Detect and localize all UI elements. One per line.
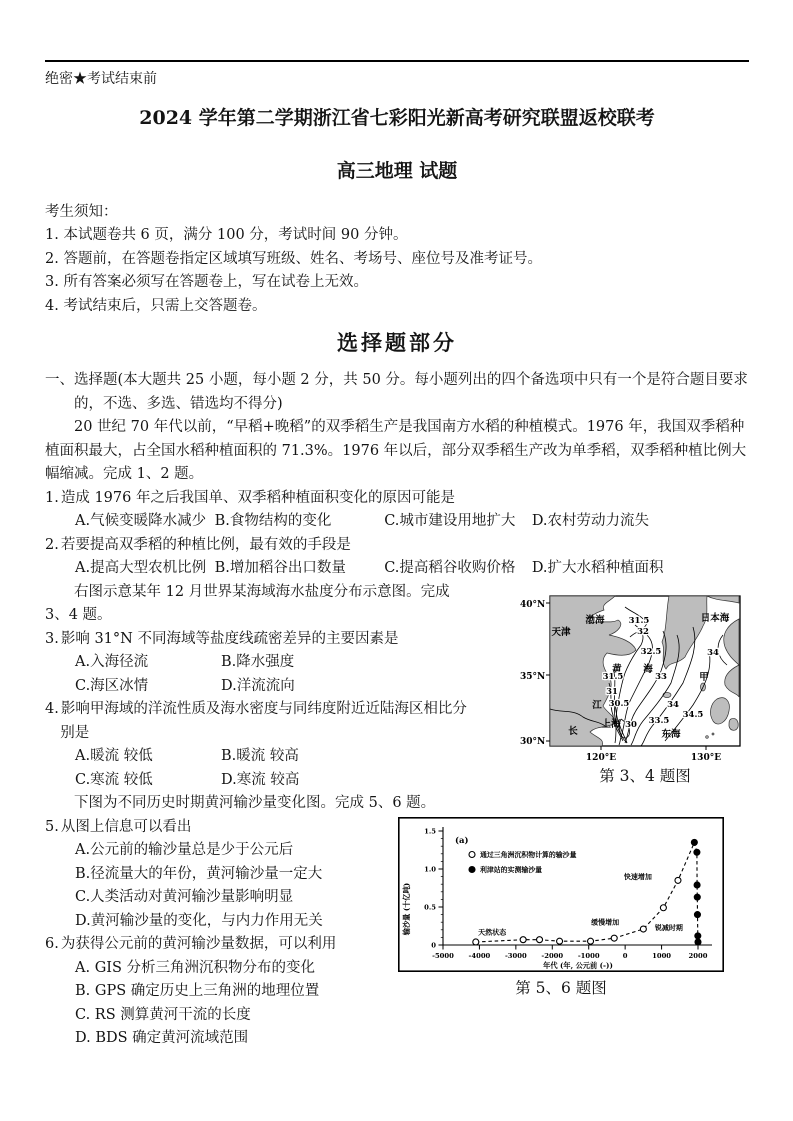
option: B. GPS 确定历史上三角洲的地理位置 (75, 983, 320, 999)
notice-item: 4. 考试结束后，只需上交答题卷。 (45, 297, 267, 314)
data-point (694, 894, 700, 900)
question-2-stem (45, 534, 749, 558)
data-point (694, 912, 700, 918)
data-point (694, 882, 700, 888)
data-point (694, 849, 700, 855)
data-point (588, 938, 594, 944)
salinity-map (517, 591, 750, 763)
isohaline-value: 34.5 (682, 710, 704, 720)
question-number: 3. (45, 630, 59, 647)
chart-annotation: 天然状态 (478, 927, 507, 937)
notice-item: 2. 答题前，在答题卷指定区域填写班级、姓名、考场号、座位号及准考证号。 (45, 250, 542, 267)
panel-label: (a) (455, 836, 469, 846)
small-island-shape (706, 736, 709, 739)
option: D.农村劳动力流失 (531, 513, 650, 529)
question-4-options (45, 745, 467, 792)
salinity-map-figure (517, 591, 750, 786)
isohaline-value: 32 (637, 627, 649, 637)
data-point (691, 839, 697, 845)
passage-salinity: 右图示意某年 12 月世界某海域海水盐度分布示意图。完成 3、4 题。 (45, 583, 450, 623)
question-text: 影响 31°N 不同海域等盐度线疏密差异的主要因素是 (60, 630, 399, 647)
option: A.气候变暖降水减少 (75, 513, 207, 529)
option: D.扩大水稻种植面积 (531, 560, 664, 576)
question-1-options (45, 510, 749, 534)
y-tick-label: 0.5 (424, 903, 436, 912)
x-tick-label: -1000 (577, 952, 600, 960)
map-label-huang: 黄 (612, 664, 622, 675)
question-1-stem (45, 487, 749, 511)
question-4-stem (45, 698, 467, 745)
isohaline-value: 31.5 (602, 672, 624, 682)
map-label-jiang: 江 (592, 700, 602, 711)
y-tick-label: 0 (431, 941, 436, 950)
option: A.公元前的输沙量总是少于公元后 (75, 842, 294, 858)
isohaline-value: 31.5 (628, 616, 650, 626)
page-subtitle: 高三地理 试题 (336, 159, 458, 182)
data-point (675, 877, 681, 883)
lat-label: 35°N (520, 672, 546, 682)
question-text: 为获得公元前的黄河输沙量数据，可以利用 (60, 936, 337, 952)
x-tick-label: 2000 (688, 952, 708, 960)
x-tick-label: 1000 (652, 952, 672, 960)
map-label-hai: 海 (643, 664, 653, 675)
x-tick-label: -4000 (468, 952, 491, 960)
passage-sediment: 下图为不同历史时期黄河输沙量变化图。完成 5、6 题。 (74, 795, 436, 811)
legend-entry: 利津站的实测输沙量 (480, 866, 543, 874)
data-point (557, 938, 563, 944)
security-label: 绝密★考试结束前 (45, 71, 157, 87)
isohaline-value: 31 (606, 687, 618, 697)
data-point (660, 905, 666, 911)
question-number: 6. (45, 936, 59, 952)
option: D.黄河输沙量的变化，与内力作用无关 (75, 912, 323, 929)
section-instructions: 一、选择题(本大题共 25 小题，每小题 2 分，共 50 分。每小题列出的四个备选项中只有一个是符合题目要求的，不选、多选、错选均不得分) (45, 372, 748, 412)
isohaline-value: 33.5 (648, 716, 670, 726)
option: A. GIS 分析三角洲沉积物分布的变化 (75, 959, 316, 976)
option: C. RS 测算黄河干流的长度 (75, 1006, 251, 1023)
shikoku-shape (729, 718, 738, 730)
notice-block (45, 201, 749, 319)
isohaline-value: 33 (655, 672, 667, 682)
option: B.径流量大的年份，黄河输沙量一定大 (75, 865, 323, 882)
chart-annotation: 快速增加 (623, 871, 652, 881)
notice-item: 3. 所有答案必须写在答题卷上，写在试卷上无效。 (45, 274, 368, 290)
top-rule (45, 60, 749, 62)
data-point (537, 937, 543, 943)
option: A.提高大型农机比例 (75, 560, 207, 576)
sediment-chart-figure (398, 817, 724, 998)
isohaline-value: 30 (625, 720, 637, 730)
map-label-chang: 长 (568, 726, 578, 737)
data-point (640, 926, 646, 932)
y-axis-label: 输沙量 (十亿吨) (402, 882, 411, 936)
legend-marker (469, 867, 475, 873)
section-title: 选择题部分 (337, 330, 457, 355)
option: B.增加稻谷出口数量 (214, 560, 346, 576)
map-label-bohai: 渤海 (585, 615, 605, 626)
question-number: 5. (45, 818, 59, 835)
option: A.入海径流 (75, 654, 149, 670)
question-number: 1. (45, 489, 59, 506)
map-label-east-china-sea: 东海 (661, 729, 681, 740)
data-point (520, 937, 526, 943)
lon-label: 120°E (585, 753, 617, 763)
notice-heading: 考生须知： (45, 203, 118, 220)
y-tick-label: 1.5 (424, 827, 436, 836)
isohaline-value: 30.5 (608, 699, 630, 709)
passage-rice: 20 世纪 70 年代以前，“早稻+晚稻”的双季稻生产是我国南方水稻的种植模式。1976 年，我国双季稻种植面积最大，占全国水稻种植面积的 71.3%。1976 年以后，部分双季稻生产改为单季稻，双季稻种植比例大幅缩减。完成 1、2 题。 (45, 419, 747, 482)
map-caption: 第 3、4 题图 (599, 767, 691, 785)
page-title: 2024 学年第二学期浙江省七彩阳光新高考研究联盟返校联考 (139, 106, 655, 129)
option: C.海区冰情 (75, 677, 149, 694)
option: B.食物结构的变化 (214, 513, 332, 529)
lat-label: 40°N (520, 600, 546, 610)
question-3-stem (45, 628, 467, 652)
option: B.降水强度 (221, 654, 295, 670)
isohaline-value: 34 (667, 700, 679, 710)
option: C.寒流 较低 (75, 771, 153, 788)
chart-border (399, 818, 723, 971)
chart-caption: 第 5、6 题图 (515, 979, 607, 997)
question-text: 影响甲海域的洋流性质及海水密度与同纬度附近近陆海区相比分别是 (60, 701, 467, 741)
map-label-jia: 甲 (699, 672, 709, 683)
option: B.暖流 较高 (221, 748, 299, 764)
question-3-options (45, 651, 467, 698)
map-label-shanghai: 上海 (601, 719, 621, 730)
left-column (45, 581, 467, 793)
question-number: 4. (45, 701, 59, 717)
isohaline-value: 34 (707, 648, 719, 658)
x-tick-label: -3000 (504, 952, 527, 960)
data-point (611, 935, 617, 941)
x-tick-label: 0 (622, 952, 628, 960)
x-tick-label: -5000 (432, 952, 454, 960)
y-tick-label: 1.0 (424, 865, 436, 874)
sediment-chart (398, 817, 724, 975)
x-axis-label: 年代 (年, 公元前 (-)) (543, 961, 613, 970)
question-text: 造成 1976 年之后我国单、双季稻种植面积变化的原因可能是 (60, 489, 455, 506)
question-text: 从图上信息可以看出 (60, 818, 192, 835)
question-text: 若要提高双季稻的种植比例，最有效的手段是 (60, 536, 351, 553)
chart-annotation: 锐减时期 (654, 922, 683, 932)
data-point (695, 939, 701, 945)
lat-label: 30°N (520, 737, 546, 747)
option: D.洋流流向 (221, 677, 295, 694)
option: C.提高稻谷收购价格 (384, 560, 516, 576)
map-label-tianjin: 天津 (551, 627, 571, 638)
x-tick-label: -2000 (541, 952, 564, 960)
isohaline-value: 32.5 (640, 647, 662, 657)
option: A.暖流 较低 (75, 748, 153, 764)
map-label-japan-sea: 日本海 (700, 613, 730, 624)
data-point (473, 939, 479, 945)
legend-entry: 通过三角洲沉积物计算的输沙量 (480, 851, 577, 859)
small-island-shape (712, 733, 714, 735)
question-number: 2. (45, 536, 59, 553)
data-point (695, 933, 701, 939)
question-2-options (45, 557, 749, 581)
chart-annotation: 缓慢增加 (591, 917, 620, 927)
notice-item: 1. 本试题卷共 6 页，满分 100 分，考试时间 90 分钟。 (45, 227, 408, 243)
option: C.人类活动对黄河输沙量影响明显 (75, 889, 294, 905)
option: D.寒流 较高 (221, 771, 300, 788)
option: D. BDS 确定黄河流域范围 (75, 1030, 249, 1046)
legend-marker (469, 852, 475, 858)
lon-label: 130°E (690, 753, 722, 763)
option: C.城市建设用地扩大 (384, 513, 516, 529)
